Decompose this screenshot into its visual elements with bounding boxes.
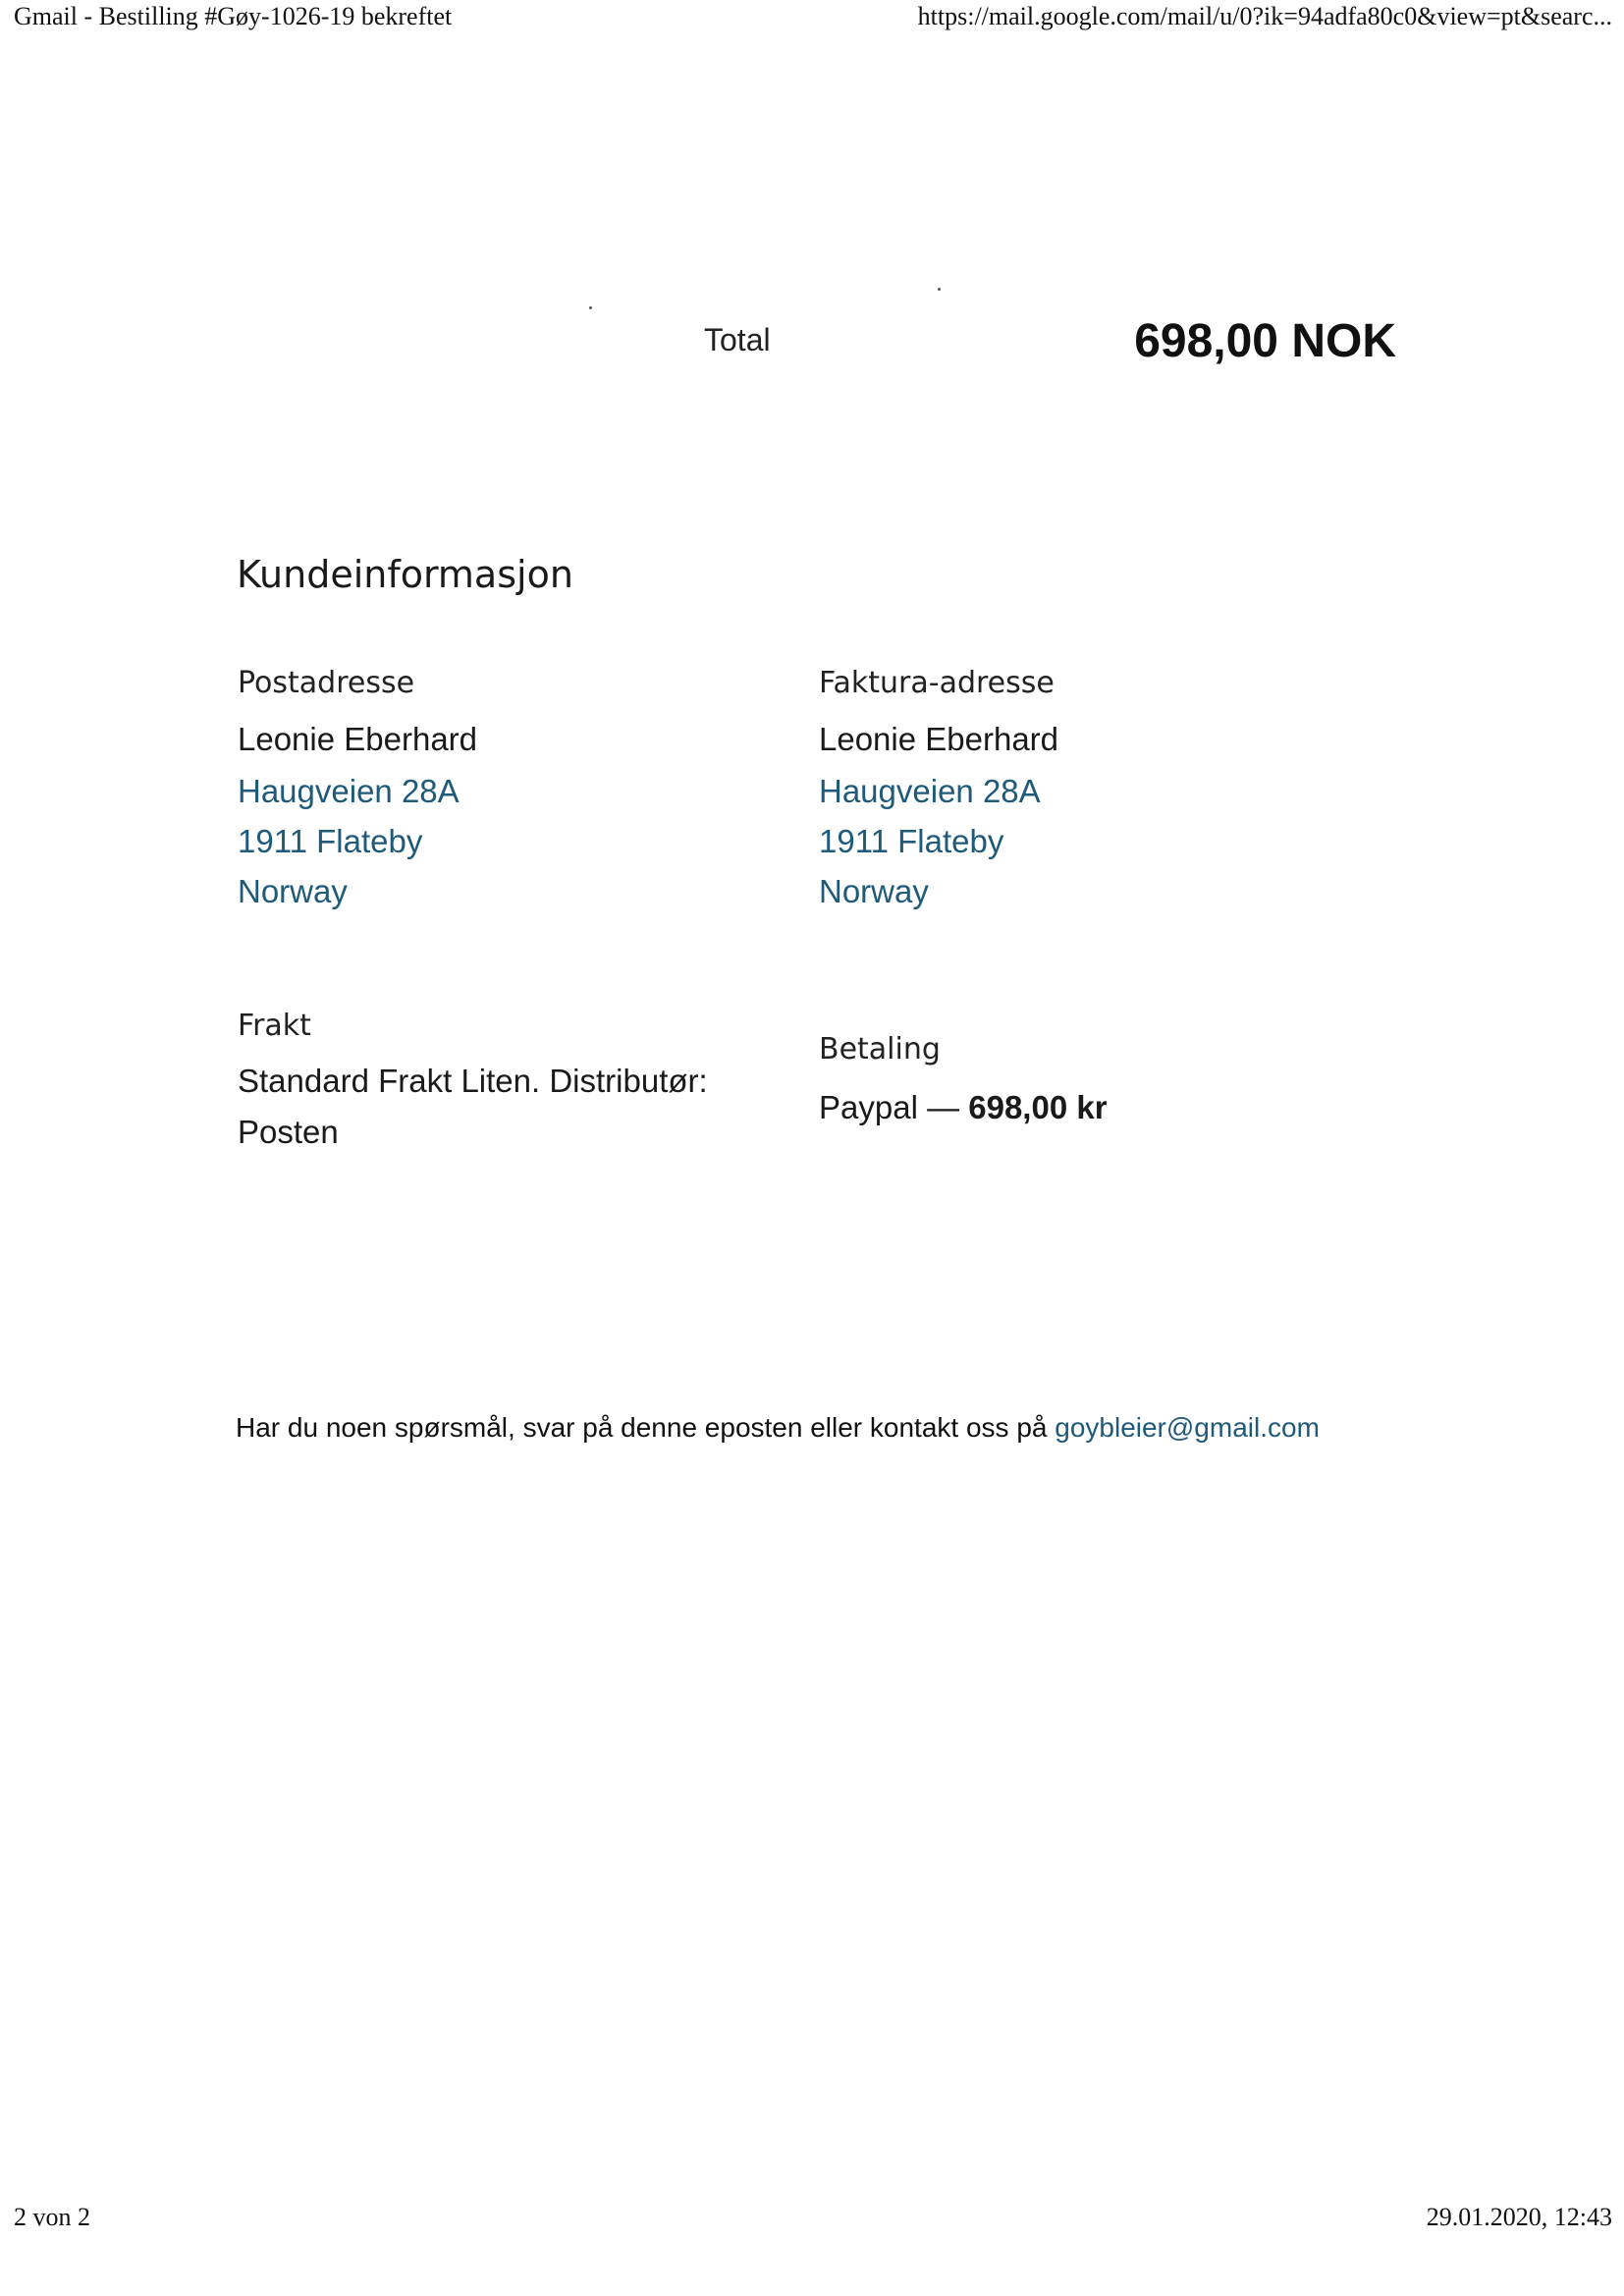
total-value: 698,00 NOK xyxy=(1134,315,1396,367)
shipping-street-link[interactable]: Haugveien 28A xyxy=(238,772,460,809)
scan-speck xyxy=(938,288,941,291)
contact-email-link[interactable]: goybleier@gmail.com xyxy=(1055,1412,1320,1443)
total-label: Total xyxy=(704,322,771,357)
payment-amount: 698,00 kr xyxy=(968,1089,1108,1125)
shipping-method-carrier: Posten xyxy=(238,1114,339,1150)
shipping-address-label: Postadresse xyxy=(238,666,415,700)
shipping-name: Leonie Eberhard xyxy=(238,721,478,757)
payment-label: Betaling xyxy=(819,1032,941,1066)
customer-info-heading: Kundeinformasjon xyxy=(237,553,573,596)
shipping-city-link[interactable]: 1911 Flateby xyxy=(238,822,423,859)
billing-address-lines xyxy=(819,766,1369,916)
billing-country-link[interactable]: Norway xyxy=(819,872,929,909)
shipping-method-line: Standard Frakt Liten. Distributør: xyxy=(238,1063,708,1099)
billing-name: Leonie Eberhard xyxy=(819,721,1059,757)
print-header-url: https://mail.google.com/mail/u/0?ik=94adfa80c0&view=pt&searc... xyxy=(917,2,1612,30)
payment-line xyxy=(819,1089,1369,1126)
payment-block xyxy=(819,1032,1369,1126)
print-footer-datetime: 29.01.2020, 12:43 xyxy=(1426,2203,1612,2231)
billing-address-block xyxy=(819,666,1369,916)
billing-street-link[interactable]: Haugveien 28A xyxy=(819,772,1041,809)
shipping-method-block xyxy=(238,1009,787,1158)
shipping-method-label: Frakt xyxy=(238,1009,311,1043)
scan-speck xyxy=(589,306,592,309)
payment-method: Paypal — xyxy=(819,1089,969,1125)
billing-address-label: Faktura-adresse xyxy=(819,666,1055,700)
print-footer-page: 2 von 2 xyxy=(14,2203,90,2231)
contact-note-text: Har du noen spørsmål, svar på denne eposten eller kontakt oss på xyxy=(236,1412,1056,1443)
contact-note xyxy=(236,1412,1320,1444)
print-header-title: Gmail - Bestilling #Gøy-1026-19 bekreftet xyxy=(14,2,453,30)
shipping-address-lines xyxy=(238,766,787,916)
shipping-address-block xyxy=(238,666,787,916)
shipping-country-link[interactable]: Norway xyxy=(238,872,348,909)
shipping-method-text xyxy=(238,1056,787,1158)
billing-city-link[interactable]: 1911 Flateby xyxy=(819,822,1004,859)
